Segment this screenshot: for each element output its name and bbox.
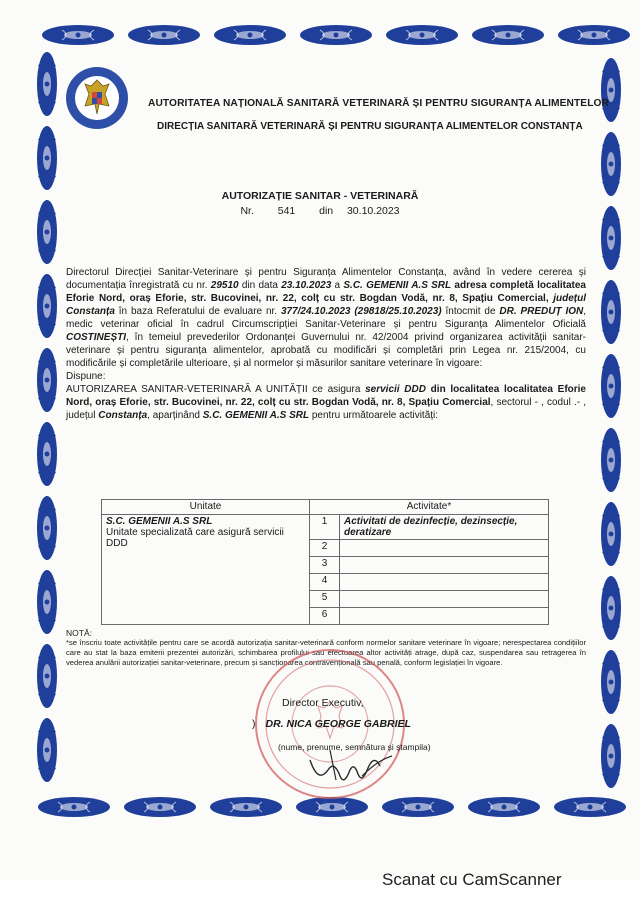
- border-left-ornament: [30, 50, 64, 790]
- handwritten-signature: [300, 740, 400, 790]
- nr-value: 541: [277, 205, 296, 217]
- document-number-line: [0, 205, 640, 217]
- activity-cell: [340, 608, 549, 625]
- considerations-paragraph: Directorul Direcției Sanitar-Veterinare și pentru Siguranța Alimentelor Constanța, având în vedere cererea și documentația înregistrată cu nr. 29510 din data 23.10.2023 a S.C. GEMENII A.S SRL adresa completă localitatea Eforie Nord, oraș Eforie, str. Bucovinei, nr. 22, colț cu str. Bogdan Vodă, nr. 8, Spațiu Comercial, județul Constanța în baza Referatului de evaluare nr. 377/24.10.2023 (29818/25.10.2023) întocmit de DR. PREDUȚ ION, medic veterinar oficial în cadrul Circumscripției Sanitar-Veterinare și pentru Siguranța Alimentelor Oficială COSTINEȘTI, în temeiul prevederilor Ordonanței Guvernului nr. 42/2004 privind organizarea activității sanitar-veterinare și pentru siguranța alimentelor, aprobată cu modificări și completări prin Legea nr. 215/2004, cu modificările și completările ulterioare, și al normelor și măsurilor sanitare veterinare în vigoare:: [66, 267, 587, 369]
- dispune-heading: Dispune:: [66, 371, 106, 382]
- din-label: din: [319, 205, 334, 217]
- column-header-unit: Unitate: [102, 500, 310, 515]
- authority-name: AUTORITATEA NAȚIONALĂ SANITARĂ VETERINARĂ ȘI PENTRU SIGURANȚA ALIMENTELOR: [148, 98, 610, 109]
- activity-cell: [340, 540, 549, 557]
- activity-cell: Activitati de dezinfecție, dezinsecție, deratizare: [340, 515, 549, 540]
- column-header-activity: Activitate*: [310, 500, 549, 515]
- activity-cell: [340, 591, 549, 608]
- directorate-name: DIRECȚIA SANITARĂ VETERINARĂ ȘI PENTRU SIGURANȚA ALIMENTELOR CONSTANȚA: [157, 121, 583, 132]
- unit-cell: [102, 515, 310, 625]
- activity-cell: [340, 574, 549, 591]
- border-top-ornament: [40, 18, 630, 52]
- document-title: AUTORIZAȚIE SANITAR - VETERINARĂ: [221, 190, 419, 202]
- row-number: 5: [310, 591, 340, 608]
- government-emblem-icon: [65, 66, 129, 130]
- director-name: ) DR. NICA GEORGE GABRIEL: [252, 718, 411, 730]
- unit-description: Unitate specializată care asigură servicii DDD: [106, 527, 284, 549]
- row-number: 2: [310, 540, 340, 557]
- row-number: 3: [310, 557, 340, 574]
- row-number: 1: [310, 515, 340, 540]
- border-right-ornament: [594, 56, 628, 796]
- authorization-paragraph: AUTORIZAREA SANITAR-VETERINARĂ A UNITĂȚII ce asigura servicii DDD din localitatea localitatea Eforie Nord, oraș Eforie, str. Bucovinei, nr. 22, colț cu str. Bogdan Vodă, nr. 8, Spațiu Comercial, sectorul - , codul .- , județul Constanța, aparținând S.C. GEMENII A.S SRL pentru următoarele activități:: [66, 384, 586, 421]
- table-row: [102, 515, 549, 540]
- unit-name: S.C. GEMENII A.S SRL: [106, 516, 213, 527]
- note-text: *se înscriu toate activitățile pentru care se acordă autorizația sanitar-veterinară conform normelor sanitare veterinare în vigoare; nerespectarea condițiilor care au stat la baza emiterii prezentei autorizări, schimbarea profilului sau efectuarea altor activități atrage, după caz, suspendarea sau retragerea în vederea anulării autorizației sanitar-veterinare, precum și sancționarea contravențională sau penală, conform legislației în vigoare.: [66, 638, 586, 667]
- camscanner-watermark: Scanat cu CamScanner: [382, 870, 562, 889]
- note-label: NOTĂ:: [66, 628, 92, 638]
- authorization-body: [66, 266, 586, 422]
- row-number: 6: [310, 608, 340, 625]
- nr-label: Nr.: [240, 205, 254, 217]
- document-date: 30.10.2023: [346, 205, 400, 217]
- activities-table: [101, 499, 549, 625]
- director-role: Director Executiv,: [282, 697, 364, 709]
- activity-cell: [340, 557, 549, 574]
- row-number: 4: [310, 574, 340, 591]
- signature-note: (nume, prenume, semnătura și ștampila): [278, 742, 431, 752]
